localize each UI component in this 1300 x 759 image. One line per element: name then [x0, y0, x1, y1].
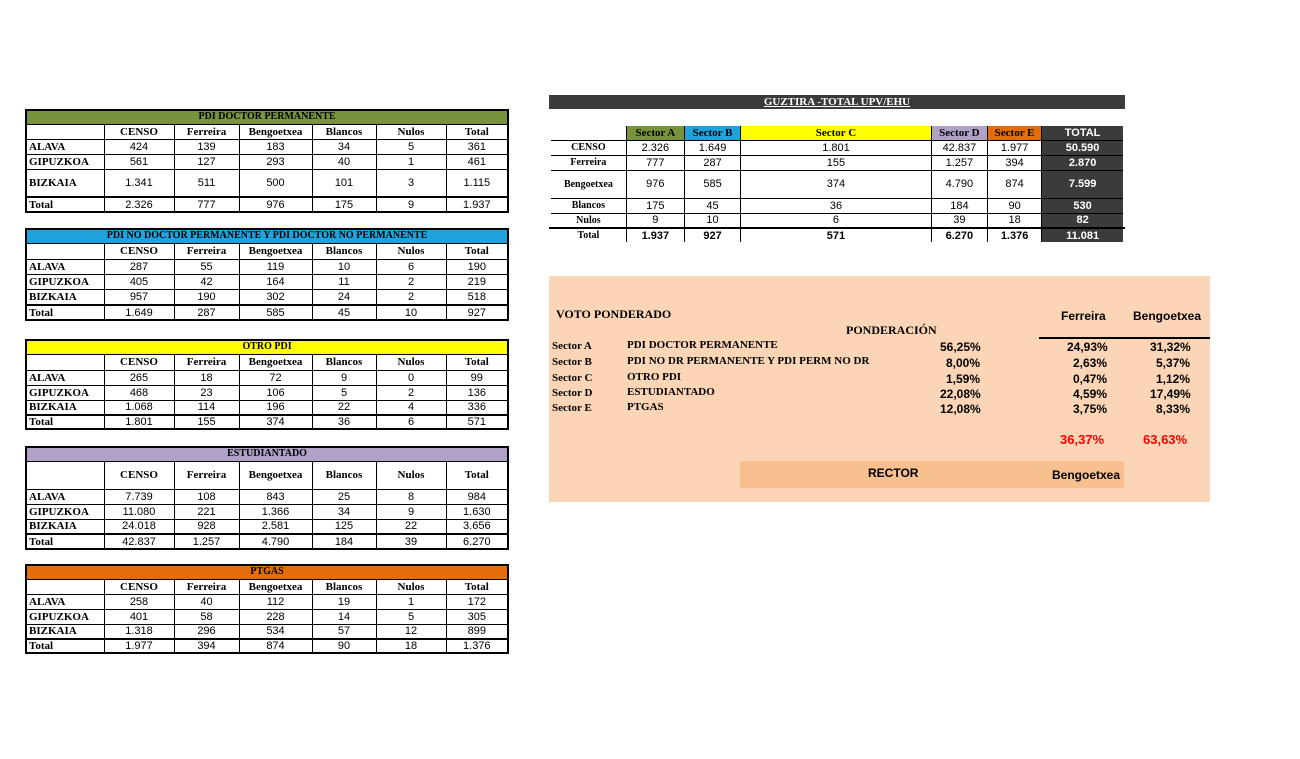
table-title: PDI NO DOCTOR PERMANENTE Y PDI DOCTOR NO PERMANENTE [26, 229, 508, 243]
col-total: Total [446, 243, 508, 259]
table-row: BIZKAIA 1.068 114 196 22 4 336 [26, 400, 508, 415]
table-row: ALAVA 7.739 108 843 25 8 984 [26, 489, 508, 504]
col-censo: CENSO [104, 461, 174, 489]
global-title: GUZTIRA -TOTAL UPV/EHU [549, 95, 1125, 109]
col-bengoetxea: Bengoetxea [239, 354, 312, 370]
col-blancos: Blancos [312, 579, 376, 594]
col-nulos: Nulos [376, 124, 446, 139]
ferreira-weighted: 24,93% [1067, 340, 1108, 354]
table-row: GIPUZKOA 11.080 221 1.366 34 9 1.630 [26, 504, 508, 519]
table-row: Ferreira 777 287 155 1.257 394 2.870 [550, 155, 1124, 170]
bengoetxea-weighted: 31,32% [1150, 340, 1191, 354]
table-row: Blancos 175 45 36 184 90 530 [550, 198, 1124, 213]
table-row: Bengoetxea 976 585 374 4.790 874 7.599 [550, 170, 1124, 198]
table-estudiantado [25, 446, 509, 550]
col-total: Total [446, 579, 508, 594]
col-censo: CENSO [104, 243, 174, 259]
table-global-total [549, 124, 1125, 244]
col-nulos: Nulos [376, 354, 446, 370]
bengoetxea-weighted: 17,49% [1150, 387, 1191, 401]
table-row: GIPUZKOA 468 23 106 5 2 136 [26, 385, 508, 400]
table-row: GIPUZKOA 405 42 164 11 2 219 [26, 274, 508, 289]
ferreira-weighted: 3,75% [1073, 402, 1108, 416]
table-row-total: Total 42.837 1.257 4.790 184 39 6.270 [26, 534, 508, 549]
table-otro-pdi [25, 339, 509, 430]
col-censo: CENSO [104, 124, 174, 139]
ferreira-weighted: 2,63% [1073, 356, 1108, 370]
col-bengoetxea: Bengoetxea [239, 124, 312, 139]
sector-description: OTRO PDI [627, 371, 682, 383]
table-row: BIZKAIA 1.341 511 500 101 3 1.115 [26, 169, 508, 197]
rector-box [740, 461, 1124, 488]
bengoetxea-weighted: 1,12% [1156, 372, 1191, 386]
col-blancos: Blancos [312, 354, 376, 370]
rector-value: Bengoetxea [1052, 468, 1121, 482]
table-row-total: Total 1.649 287 585 45 10 927 [26, 305, 508, 320]
sector-description: ESTUDIANTADO [627, 386, 715, 398]
sector-label: Sector C [552, 372, 593, 384]
bengoetxea-weighted: 8,33% [1156, 402, 1191, 416]
sector-weight: 8,00% [946, 356, 981, 370]
table-title: PTGAS [26, 565, 508, 579]
col-bengoetxea: Bengoetxea [1133, 309, 1202, 323]
col-total: Total [446, 461, 508, 489]
table-row-total: Total 1.977 394 874 90 18 1.376 [26, 639, 508, 653]
ferreira-weighted: 0,47% [1073, 372, 1108, 386]
sector-weight: 56,25% [940, 340, 981, 354]
col-ferreira: Ferreira [174, 579, 239, 594]
sector-weight: 1,59% [946, 372, 981, 386]
weighted-vote-title: VOTO PONDERADO [556, 307, 672, 321]
header-sector-e: Sector E [987, 125, 1041, 140]
col-ferreira: Ferreira [174, 354, 239, 370]
col-total: Total [446, 124, 508, 139]
sector-description: PDI NO DR PERMANENTE Y PDI PERM NO DR [627, 355, 870, 367]
table-row-total: Total 1.937 927 571 6.270 1.376 11.081 [550, 228, 1124, 243]
sector-label: Sector B [552, 356, 592, 368]
table-row: CENSO 2.326 1.649 1.801 42.837 1.977 50.590 [550, 140, 1124, 155]
header-sector-b: Sector B [684, 125, 740, 140]
table-row: GIPUZKOA 561 127 293 40 1 461 [26, 154, 508, 169]
ferreira-total: 36,37% [1060, 432, 1105, 447]
sector-description: PDI DOCTOR PERMANENTE [627, 339, 778, 351]
table-row-total: Total 2.326 777 976 175 9 1.937 [26, 197, 508, 212]
table-row: ALAVA 287 55 119 10 6 190 [26, 259, 508, 274]
col-ferreira: Ferreira [174, 243, 239, 259]
table-row: BIZKAIA 24.018 928 2.581 125 22 3.656 [26, 519, 508, 534]
col-nulos: Nulos [376, 461, 446, 489]
bengoetxea-total: 63,63% [1143, 432, 1188, 447]
col-total: Total [446, 354, 508, 370]
header-sector-d: Sector D [931, 125, 987, 140]
col-ferreira: Ferreira [174, 124, 239, 139]
table-row-total: Total 1.801 155 374 36 6 571 [26, 415, 508, 429]
sector-description: PTGAS [627, 401, 664, 413]
table-row: ALAVA 258 40 112 19 1 172 [26, 594, 508, 609]
col-blancos: Blancos [312, 124, 376, 139]
table-row: Nulos 9 10 6 39 18 82 [550, 213, 1124, 228]
table-title: PDI DOCTOR PERMANENTE [26, 110, 508, 124]
sector-weight: 22,08% [940, 387, 981, 401]
bengoetxea-weighted: 5,37% [1156, 356, 1191, 370]
col-bengoetxea: Bengoetxea [239, 461, 312, 489]
col-ferreira: Ferreira [174, 461, 239, 489]
table-pdi-doctor-permanente [25, 109, 509, 213]
ferreira-weighted: 4,59% [1073, 387, 1108, 401]
col-ferreira: Ferreira [1061, 309, 1106, 323]
table-ptgas [25, 564, 509, 654]
col-blancos: Blancos [312, 461, 376, 489]
header-underline [1039, 337, 1210, 339]
table-pdi-no-doctor [25, 228, 509, 321]
header-total: TOTAL [1042, 125, 1124, 140]
table-row: ALAVA 265 18 72 9 0 99 [26, 370, 508, 385]
rector-label: RECTOR [868, 466, 919, 480]
col-censo: CENSO [104, 579, 174, 594]
table-row: BIZKAIA 1.318 296 534 57 12 899 [26, 624, 508, 639]
col-bengoetxea: Bengoetxea [239, 579, 312, 594]
table-row: ALAVA 424 139 183 34 5 361 [26, 139, 508, 154]
ponderacion-label: PONDERACIÓN [846, 323, 937, 337]
col-nulos: Nulos [376, 579, 446, 594]
sector-label: Sector A [552, 340, 592, 352]
table-row: BIZKAIA 957 190 302 24 2 518 [26, 289, 508, 305]
col-blancos: Blancos [312, 243, 376, 259]
table-row: GIPUZKOA 401 58 228 14 5 305 [26, 609, 508, 624]
table-title: OTRO PDI [26, 340, 508, 354]
col-bengoetxea: Bengoetxea [239, 243, 312, 259]
header-sector-a: Sector A [626, 125, 684, 140]
col-censo: CENSO [104, 354, 174, 370]
sector-weight: 12,08% [940, 402, 981, 416]
col-nulos: Nulos [376, 243, 446, 259]
weighted-vote-panel [549, 276, 1210, 502]
header-sector-c: Sector C [741, 125, 932, 140]
sector-label: Sector E [552, 402, 592, 414]
table-title: ESTUDIANTADO [26, 447, 508, 461]
sector-label: Sector D [552, 387, 593, 399]
